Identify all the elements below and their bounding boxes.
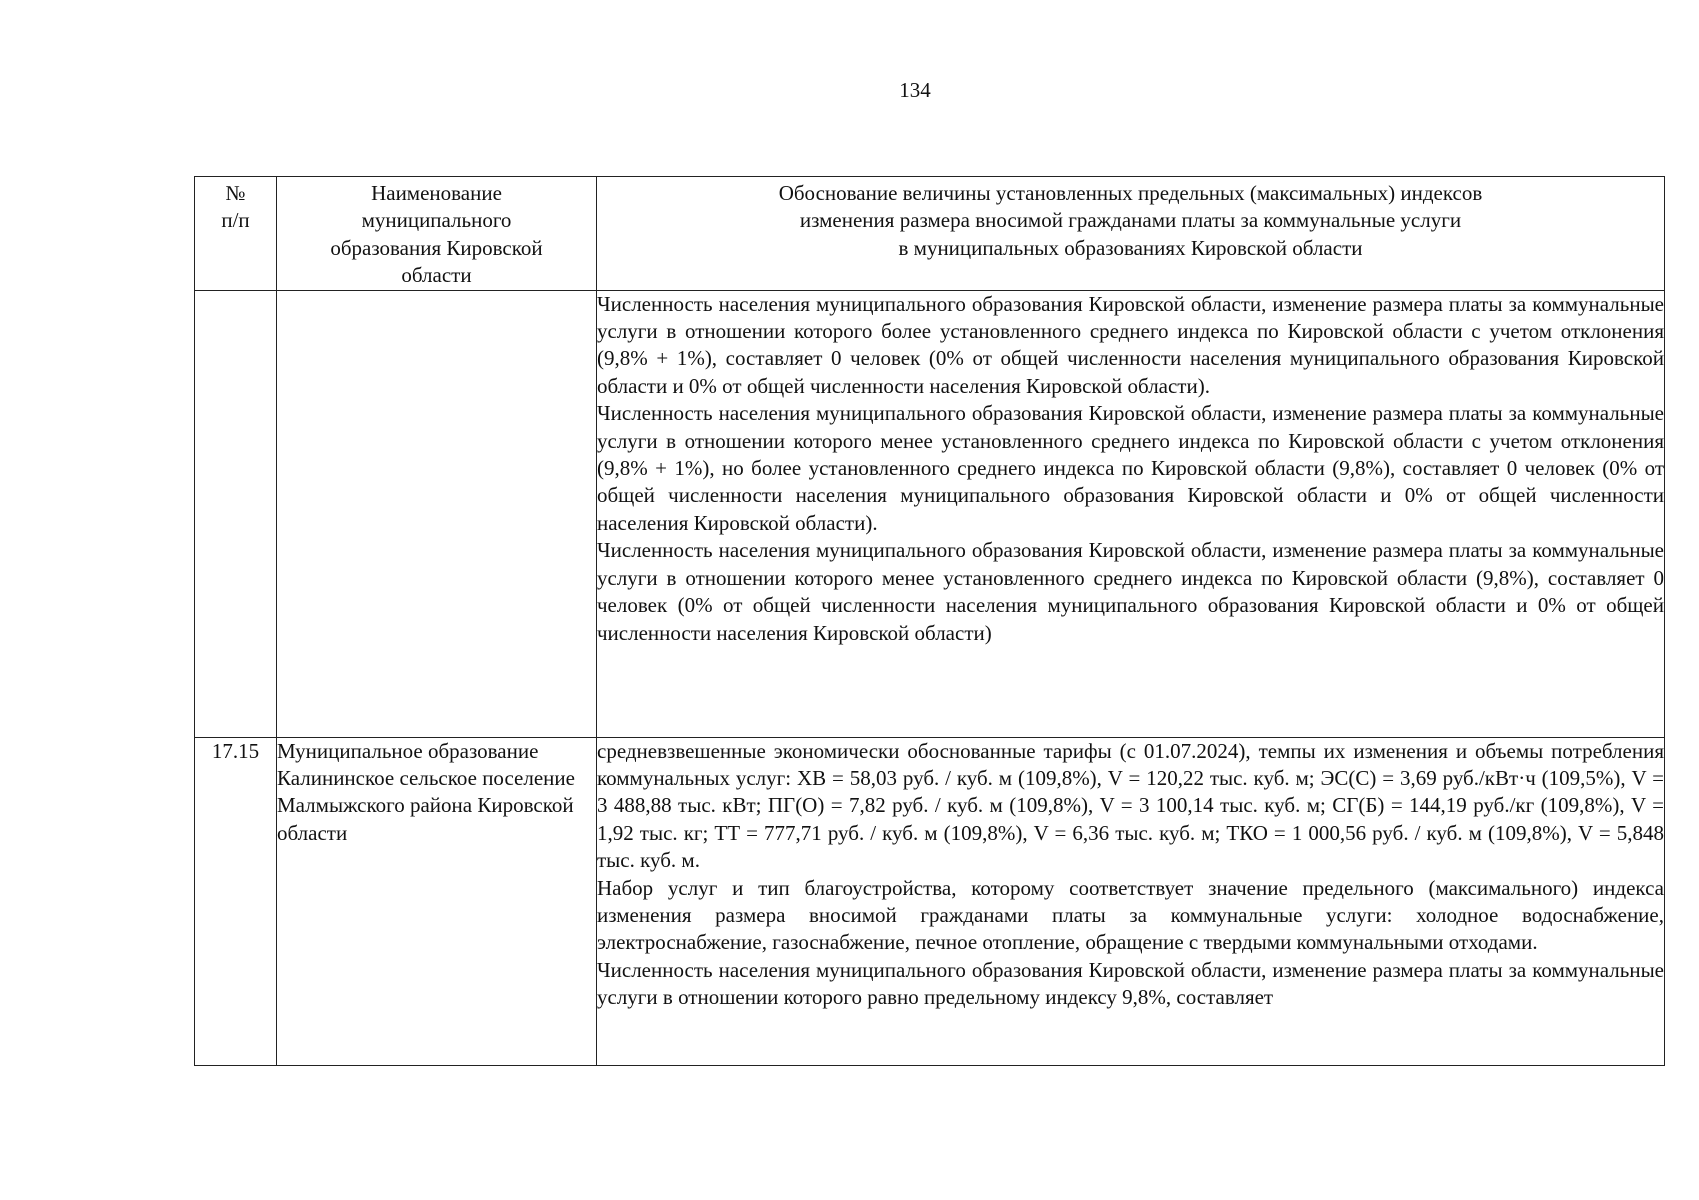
municipality-name-cell: Муниципальное образование Калининское сельское поселение Малмыжского района Кировской области [277,737,597,1065]
header-num-line: № [225,181,246,205]
municipality-name-cell [277,290,597,737]
header-name [277,177,597,291]
header-name-line: муниципального [361,208,512,233]
justification-paragraph: средневзвешенные экономически обоснованные тарифы (с 01.07.2024), темпы их изменения и объемы потребления коммунальных услуг: ХВ = 58,03 руб. / куб. м (109,8%), V = 120,22 тыс. куб. м; ЭС(С) = 3,69 руб./кВт·ч (109,5%), V = 3 488,88 тыс. кВт; ПГ(О) = 7,82 руб. / куб. м (109,8%), V = 3 100,14 тыс. куб. м; СГ(Б) = 144,19 руб./кг (109,8%), V = 1,92 тыс. кг; ТТ = 777,71 руб. / куб. м (109,8%), V = 6,36 тыс. куб. м; ТКО = 1 000,56 руб. / куб. м (109,8%), V = 5,848 тыс. куб. м. [597,738,1664,873]
header-name-line: образования Кировской [330,235,543,260]
header-name-line: Наименование [371,181,502,205]
table-row [195,737,1665,1065]
row-number-cell: 17.15 [195,737,277,1065]
justification-paragraph: Численность населения муниципального образования Кировской области, изменение размера платы за коммунальные услуги в отношении которого равно предельному индексу 9,8%, составляет [597,957,1664,1010]
justification-cell [597,290,1665,737]
row-number-cell [195,290,277,737]
justification-cell [597,737,1665,1065]
header-num [195,177,277,291]
justification-paragraph: Численность населения муниципального образования Кировской области, изменение размера платы за коммунальные услуги в отношении которого менее установленного среднего индекса по Кировской области с учетом отклонения (9,8% + 1%), но более установленного среднего индекса по Кировской области (9,8%), составляет 0 человек (0% от общей численности населения муниципального образования Кировской области и 0% от общей численности населения Кировской области). [597,401,1664,535]
justification-paragraph: Численность населения муниципального образования Кировской области, изменение размера платы за коммунальные услуги в отношении которого менее установленного среднего индекса по Кировской области (9,8%), составляет 0 человек (0% от общей численности населения муниципального образования Кировской области и 0% от общей численности населения Кировской области) [597,538,1664,645]
justification-paragraph: Численность населения муниципального образования Кировской области, изменение размера платы за коммунальные услуги в отношении которого более установленного среднего индекса по Кировской области с учетом отклонения (9,8% + 1%), составляет 0 человек (0% от общей численности населения муниципального образования Кировской области и 0% от общей численности населения Кировской области). [597,291,1664,398]
justification-paragraph: Набор услуг и тип благоустройства, которому соответствует значение предельного (максимального) индекса изменения размера вносимой гражданами платы за коммунальные услуги: холодное водоснабжение, электроснабжение, газоснабжение, печное отопление, обращение с твердыми коммунальными отходами. [597,875,1664,955]
table-row [195,290,1665,737]
page-number: 134 [899,78,931,102]
table-header-row [195,177,1665,291]
header-justification-line: Обоснование величины установленных предельных (максимальных) индексов [778,181,1483,205]
header-justification [597,177,1665,291]
justification-table [194,176,1665,1066]
header-justification-line: изменения размера вносимой гражданами платы за коммунальные услуги [799,208,1462,233]
header-name-line: области [401,263,472,288]
header-justification-line: в муниципальных образованиях Кировской области [898,235,1363,260]
header-num-line: п/п [221,208,250,233]
